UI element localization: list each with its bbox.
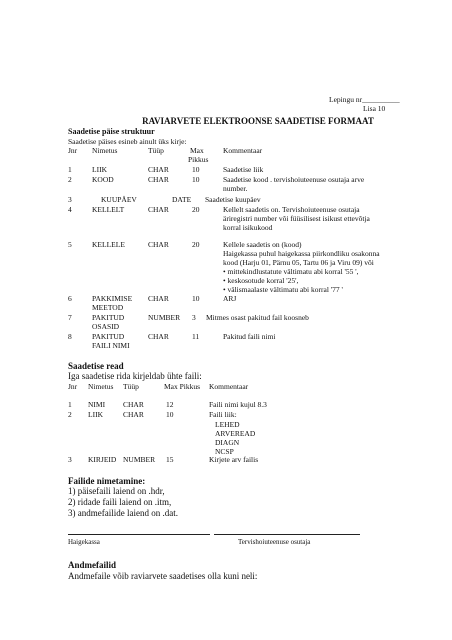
list-item: 1) päisefaili laiend on .hdr, <box>68 486 165 496</box>
field-comment-bullet: • keskosotude korral '25', <box>223 276 299 285</box>
field-comment: Kirjete arv failis <box>209 455 259 464</box>
field-name: KELLELE <box>92 240 125 249</box>
field-comment-cont: number. <box>223 184 248 193</box>
field-comment: Pakitud faili nimi <box>223 332 276 341</box>
field-type: DATE <box>172 195 192 204</box>
field-length: 15 <box>166 455 174 464</box>
field-comment: Faili nimi kujul 8.3 <box>209 400 267 409</box>
field-name: PAKITUD <box>92 313 125 322</box>
field-name: KIRJEID <box>88 455 117 464</box>
row-number: 7 <box>68 313 72 322</box>
column-header-kommentaar: Kommentaar <box>223 146 263 155</box>
section-heading: Saadetise päise struktuur <box>68 127 155 136</box>
field-name: KOOD <box>92 175 114 184</box>
field-length: 20 <box>192 205 200 214</box>
field-comment-cont: korral isikukood <box>223 223 273 232</box>
row-number: 5 <box>68 240 72 249</box>
field-comment-cont: äriregistri number või füüsilisest isikust ettevõtja <box>223 214 370 223</box>
field-length: 10 <box>192 294 200 303</box>
field-name: PAKITUD <box>92 332 125 341</box>
column-header-pikkus: Pikkus <box>188 155 209 164</box>
column-header-max: Max Pikkus <box>164 382 201 391</box>
field-type: CHAR <box>148 294 169 303</box>
field-type: CHAR <box>148 165 169 174</box>
field-type: CHAR <box>148 175 169 184</box>
field-length: 10 <box>192 175 200 184</box>
field-name-cont: FAILI NIMI <box>92 341 130 350</box>
row-number: 1 <box>68 400 72 409</box>
row-number: 8 <box>68 332 72 341</box>
section-text: Andmefaile võib raviarvete saadetises olla kuni neli: <box>68 571 258 581</box>
field-length: 10 <box>192 165 200 174</box>
field-type: NUMBER <box>148 313 181 322</box>
field-comment-cont: kood (Harju 01, Pärnu 05, Tartu 06 ja Viru 09) või <box>223 258 374 267</box>
field-type: CHAR <box>148 240 169 249</box>
field-length: 10 <box>166 410 174 419</box>
field-comment: ARJ <box>223 294 237 303</box>
row-number: 1 <box>68 165 72 174</box>
signature-line-left <box>68 534 210 535</box>
file-type-value: NCSP <box>215 447 234 456</box>
field-length: 3 <box>192 313 196 322</box>
field-comment-cont: Haigekassa puhul haigekassa piirkondliku osakonna <box>223 249 380 258</box>
file-type-value: LEHED <box>215 420 240 429</box>
field-comment: Saadetise liik <box>223 165 264 174</box>
section-heading: Saadetise read <box>68 361 124 371</box>
section-heading: Failide nimetamine: <box>68 476 146 486</box>
column-header-tuup: Tüüp <box>123 382 139 391</box>
row-number: 6 <box>68 294 72 303</box>
field-comment: Mitmes osast pakitud fail koosneb <box>206 313 309 322</box>
field-comment: Saadetise kood . tervishoiuteenuse osutaja arve <box>223 175 365 184</box>
section-heading: Andmefailid <box>68 560 117 570</box>
field-length: 20 <box>192 240 200 249</box>
file-type-value: ARVEREAD <box>215 429 256 438</box>
column-header-max: Max <box>190 146 204 155</box>
field-type: CHAR <box>148 332 169 341</box>
field-name: KELLELT <box>92 205 125 214</box>
field-comment: Kellele saadetis on (kood) <box>223 240 302 249</box>
column-header-jnr: Jnr <box>68 382 78 391</box>
field-name: LIIK <box>88 410 103 419</box>
field-name: LIIK <box>92 165 107 174</box>
field-length: 11 <box>192 332 200 341</box>
column-header-nimetus: Nimetus <box>92 146 118 155</box>
document-title: RAVIARVETE ELEKTROONSE SAADETISE FORMAAT <box>142 116 374 126</box>
section-intro: Saadetise päises esineb ainult üks kirje: <box>68 137 187 146</box>
row-number: 3 <box>68 455 72 464</box>
appendix-label: Lisa 10 <box>363 104 386 113</box>
field-comment: Faili liik: <box>209 410 237 419</box>
field-name: NIMI <box>88 400 106 409</box>
section-intro: Iga saadetise rida kirjeldab ühte faili: <box>68 371 202 381</box>
signature-label-right: Tervishoiuteenuse osutaja <box>238 538 311 546</box>
field-type: CHAR <box>123 400 144 409</box>
row-number: 2 <box>68 410 72 419</box>
field-type: CHAR <box>123 410 144 419</box>
field-name: KUUPÄEV <box>101 195 137 204</box>
signature-label-left: Haigekassa <box>68 538 100 546</box>
field-type: NUMBER <box>123 455 156 464</box>
row-number: 3 <box>68 195 72 204</box>
field-comment-bullet: • mittekindlustatute vältimatu abi korral '55 ', <box>223 267 359 276</box>
column-header-kommentaar: Kommentaar <box>209 382 249 391</box>
list-item: 2) ridade faili laiend on .itm, <box>68 497 172 507</box>
signature-line-right <box>214 534 360 535</box>
field-type: CHAR <box>148 205 169 214</box>
field-name: PAKKIMISE <box>92 294 133 303</box>
field-name-cont: MEETOD <box>92 303 124 312</box>
field-comment: Saadetise kuupäev <box>205 195 261 204</box>
field-name-cont: OSASID <box>92 322 120 331</box>
contract-number: Lepingu nr__________ <box>329 95 400 104</box>
list-item: 3) andmefailide laiend on .dat. <box>68 508 178 518</box>
field-comment-bullet: • välismaalaste vältimatu abi korral '77 ' <box>223 285 343 294</box>
file-type-value: DIAGN <box>215 438 240 447</box>
column-header-jnr: Jnr <box>68 146 78 155</box>
column-header-tuup: Tüüp <box>148 146 164 155</box>
row-number: 4 <box>68 205 72 214</box>
column-header-nimetus: Nimetus <box>88 382 114 391</box>
field-length: 12 <box>166 400 174 409</box>
row-number: 2 <box>68 175 72 184</box>
field-comment: Kellelt saadetis on. Tervishoiuteenuse osutaja <box>223 205 360 214</box>
